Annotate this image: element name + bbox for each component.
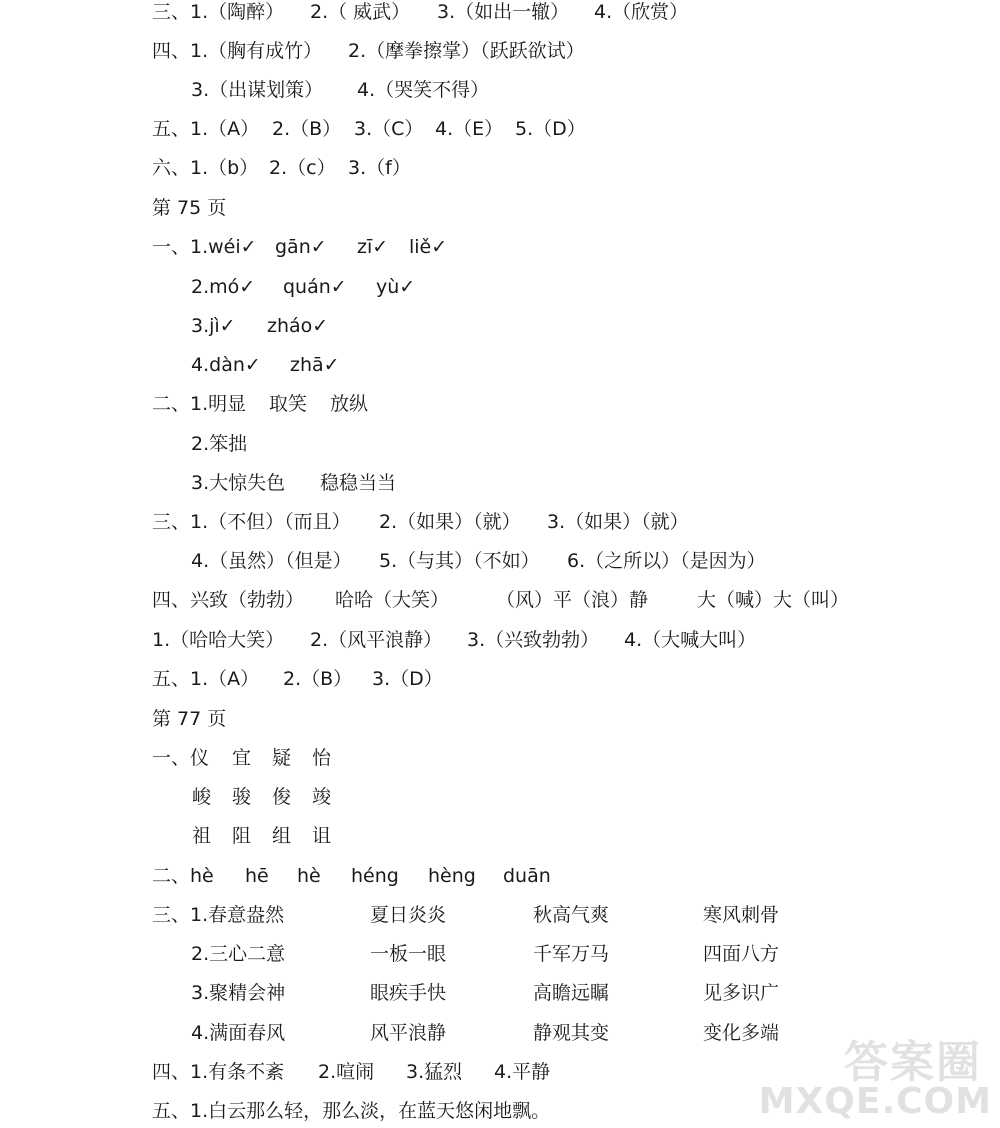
answer-item: 风平浪静 [370, 1022, 447, 1044]
answer-item: 4.（大喊大叫） [624, 629, 757, 651]
answer-item: 4.（E） [435, 118, 504, 140]
answer-item: 竣 [312, 786, 332, 808]
answer-item: hē [245, 865, 269, 887]
answer-item: 祖 [192, 825, 212, 847]
answer-item: 五、1.（A） [152, 668, 260, 690]
answer-item: 4.（欣赏） [594, 1, 689, 23]
answer-item: 1.（哈哈大笑） [152, 629, 285, 651]
answer-item: hè [297, 865, 321, 887]
answer-item: 二、hè [152, 865, 214, 887]
answer-item: 峻 [192, 786, 212, 808]
answer-item: 五、1.白云那么轻，那么淡，在蓝天悠闲地飘。 [152, 1100, 551, 1122]
answer-item: 寒风刺骨 [703, 904, 780, 926]
answer-item: （风）平（浪）静 [496, 589, 649, 611]
answer-item: 3.聚精会神 [191, 982, 286, 1004]
answer-item: 2.（摩拳擦掌）（跃跃欲试） [348, 40, 585, 62]
answer-item: 2.笨拙 [191, 433, 248, 455]
answer-item: héng [351, 865, 399, 887]
answer-item: zháo✓ [267, 315, 329, 337]
answer-item: 4.平静 [494, 1061, 551, 1083]
page-label: 第 75 页 [152, 197, 227, 219]
answer-item: 哈哈（大笑） [335, 589, 450, 611]
answer-item: zhā✓ [290, 354, 340, 376]
answer-item: 2.（B） [283, 668, 353, 690]
answer-item: 放纵 [330, 393, 369, 415]
answer-item: 三、1.春意盎然 [152, 904, 285, 926]
answer-item: 2.喧闹 [318, 1061, 375, 1083]
answer-item: 3.（D） [372, 668, 443, 690]
answer-item: 骏 [232, 786, 252, 808]
watermark-top-text: 答案圈 [844, 1037, 982, 1088]
answer-item: 一板一眼 [370, 943, 447, 965]
answer-item: 三、1.（陶醉） [152, 1, 285, 23]
answer-item: 四、1.（胸有成竹） [152, 40, 323, 62]
answer-item: 2.mó✓ [191, 276, 256, 298]
answer-item: quán✓ [283, 276, 347, 298]
answer-item: 千军万马 [533, 943, 610, 965]
answer-item: 宜 [232, 747, 252, 769]
answer-item: 怡 [312, 747, 332, 769]
answer-item: 组 [272, 825, 292, 847]
answer-item: 4.（虽然）（但是） [191, 550, 352, 572]
answer-item: 四、1.有条不紊 [152, 1061, 285, 1083]
answer-item: 4.dàn✓ [191, 354, 261, 376]
answer-item: 四、兴致（勃勃） [152, 589, 305, 611]
answer-item: 4.（哭笑不得） [357, 79, 490, 101]
answer-item: hèng [428, 865, 476, 887]
answer-item: 2.（B） [272, 118, 342, 140]
answer-item: 2.（如果）（就） [379, 511, 521, 533]
answer-item: 眼疾手快 [370, 982, 447, 1004]
answer-item: 3.（f） [348, 157, 411, 179]
answer-item: zī✓ [357, 236, 389, 258]
answer-item: 5.（与其）（不如） [379, 550, 540, 572]
answer-item: 三、1.（不但）（而且） [152, 511, 351, 533]
answer-item: yù✓ [376, 276, 416, 298]
answer-item: 诅 [312, 825, 332, 847]
answer-item: 秋高气爽 [533, 904, 610, 926]
watermark-logo [758, 1026, 992, 1122]
answer-item: 2.（c） [269, 157, 336, 179]
answer-item: 3.大惊失色 [191, 472, 286, 494]
answer-item: 5.（D） [515, 118, 586, 140]
answer-item: 夏日炎炎 [370, 904, 447, 926]
answer-item: 6.（之所以）（是因为） [567, 550, 766, 572]
answer-item: 六、1.（b） [152, 157, 259, 179]
answer-item: gān✓ [275, 236, 327, 258]
answer-item: 取笑 [269, 393, 308, 415]
answer-item: 3.（C） [354, 118, 424, 140]
answer-item: 2.（ 威武） [310, 1, 411, 23]
answer-item: 一、仪 [152, 747, 210, 769]
answer-item: 变化多端 [703, 1022, 780, 1044]
answer-item: 大（喊）大（叫） [697, 589, 850, 611]
answer-item: 俊 [272, 786, 292, 808]
answer-item: liě✓ [409, 236, 448, 258]
answer-item: 3.猛烈 [406, 1061, 463, 1083]
answer-item: 3.（如果）（就） [547, 511, 689, 533]
answer-item: 3.（如出一辙） [437, 1, 570, 23]
answer-item: duān [503, 865, 551, 887]
answer-item: 静观其变 [533, 1022, 610, 1044]
answer-item: 3.jì✓ [191, 315, 236, 337]
answer-item: 阻 [232, 825, 252, 847]
answer-item: 二、1.明显 [152, 393, 247, 415]
page-label: 第 77 页 [152, 708, 227, 730]
answer-item: 2.（风平浪静） [310, 629, 443, 651]
answer-item: 4.满面春风 [191, 1022, 286, 1044]
answer-item: 疑 [272, 747, 292, 769]
answer-item: 五、1.（A） [152, 118, 260, 140]
answer-item: 见多识广 [703, 982, 780, 1004]
answer-item: 一、1.wéi✓ [152, 236, 257, 258]
answer-item: 高瞻远瞩 [533, 982, 610, 1004]
answer-item: 四面八方 [703, 943, 780, 965]
watermark-bottom-text: MXQE.COM [758, 1081, 992, 1122]
answer-item: 3.（兴致勃勃） [467, 629, 600, 651]
answer-item: 稳稳当当 [320, 472, 397, 494]
answer-item: 3.（出谋划策） [191, 79, 324, 101]
answer-item: 2.三心二意 [191, 943, 286, 965]
